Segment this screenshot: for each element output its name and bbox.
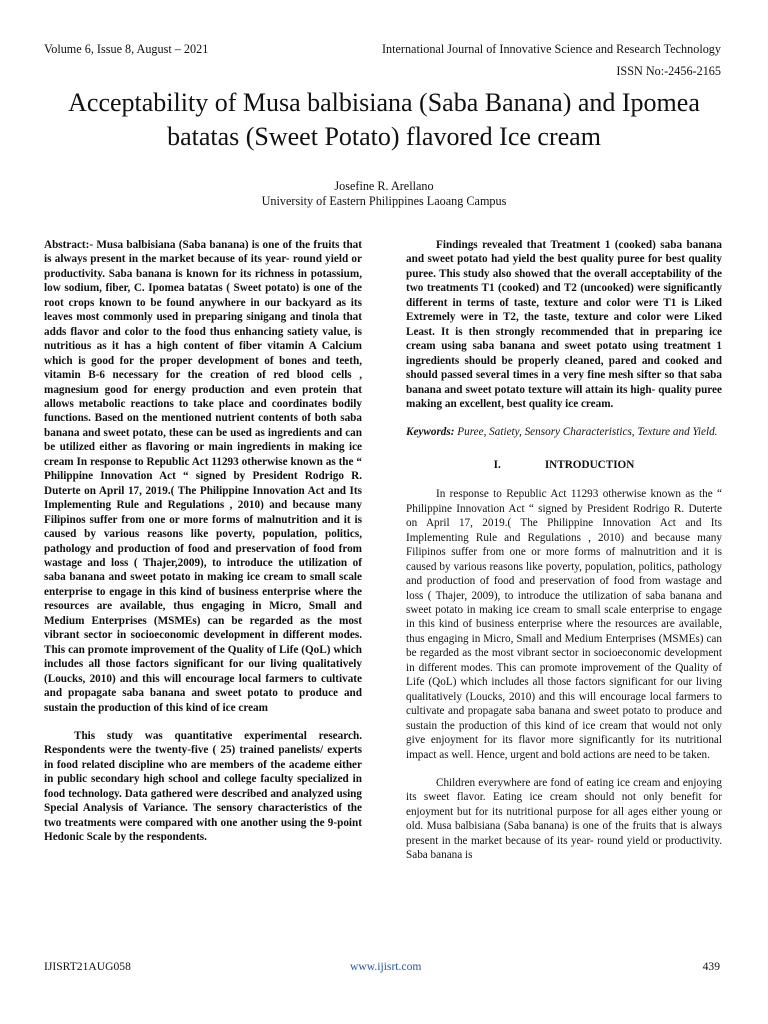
abstract-paragraph-1: Abstract:- Musa balbisiana (Saba banana) is one of the fruits that is always present in the market because of its year- round yield or productivity. Saba banana is known for its richness in potassium, low sodium, fiber, C. Ipomea batatas ( Sweet potato) is one of the root crops known to be found anywhere in our backyard as its leaves most commonly used in preparing sinigang and tinola that adds flavor and color to the food thus enhancing satiety value, is nutritious as it has a high content of fiber vitamin A Calcium which is good for the proper development of bones and teeth, vitamin B-6 necessary for the creation of red blood cells , magnesium good for energy production and even protein that allows metabolic reactions to take place and coordinates bodily functions. Based on the mentioned nutrient contents of both saba banana and sweet potato, these can be used as ingredients and can be utilized either as flavoring or main ingredients in making ice cream In response to Republic Act 11293 otherwise known as the “ Philippine Innovation Act “ signed by President Rodrigo R. Duterte on April 17, 2019.( The Philippine Innovation Act and Its Implementing Rule and Regulations , 2010) and because many Filipinos suffer from one or more forms of malnutrition and it is caused by various reasons like poverty, population, politics, pathology and production of food and preservation of food from wastage and loss ( Thajer,2009), to introduce the utilization of saba banana and sweet potato in making ice cream to small scale enterprise to engage in this kind of business enterprise where the resources are available, thus engaging in Micro, Small and Medium Enterprises (MSMEs) can be regarded as the most vibrant sector in socioeconomic development in different modes. This can promote improvement of the Quality of Life (QoL) which includes all those factors significant for our living qualitatively (Loucks, 2010) and this will encourage local farmers to cultivate and propagate saba banana and sweet potato to produce and sustain the production of this kind of ice cream	[44, 239, 362, 714]
author-block	[0, 179, 768, 208]
section-heading-introduction	[406, 458, 722, 472]
journal-name: International Journal of Innovative Science and Research Technology	[381, 42, 721, 56]
introduction-paragraph-2: Children everywhere are fond of eating ice cream and enjoying its sweet flavor. Eating ice cream should not only benefit for enjoyment but for its nutritional purpose for all ages either young or old. Musa balbisiana (Saba banana) is one of the fruits that is always present in the market because of its year- round yield or productivity. Saba banana is	[406, 776, 722, 862]
left-column	[44, 238, 362, 845]
volume-issue: Volume 6, Issue 8, August – 2021	[44, 42, 209, 56]
author-name: Josefine R. Arellano	[334, 179, 434, 193]
issn-number: ISSN No:-2456-2165	[616, 64, 721, 78]
article-code: IJISRT21AUG058	[44, 960, 131, 973]
section-title: INTRODUCTION	[544, 458, 635, 471]
abstract-paragraph-2: This study was quantitative experimental research. Respondents were the twenty-five ( 25) trained panelists/ experts in food related discipline who are members of the academe either in public secondary high school and college faculty specialized in food technology. Data gathered were described and analyzed using Special Analysis of Variance. The sensory characteristics of the two treatments were compared with one another using the 9-point Hedonic Scale by the respondents.	[44, 729, 362, 844]
keywords	[406, 425, 722, 439]
introduction-paragraph-1: In response to Republic Act 11293 otherwise known as the “ Philippine Innovation Act “ signed by President Rodrigo R. Duterte on April 17, 2019.( The Philippine Innovation Act and Its Implementing Rule and Regulations , 2010) and because many Filipinos suffer from one or more forms of malnutrition and it is caused by various reasons like poverty, population, politics, pathology and production of food and preservation of food from wastage and loss ( Thajer, 2009), to introduce the utilization of saba banana and sweet potato in making ice cream to small scale enterprise to engage in this kind of business enterprise where the resources are available, thus engaging in Micro, Small and Medium Enterprises (MSMEs) can be regarded as the most vibrant sector in socioeconomic development in different modes. This can promote improvement of the Quality of Life (QoL) which includes all those factors significant for our living qualitatively (Loucks, 2010) and this will encourage local farmers to cultivate and propagate saba banana and sweet potato to produce and sustain the production of this kind of ice cream that would not only give enjoyment for its flavor more significantly for its nutritional impact as well. Hence, urgent and bold actions are need to be taken.	[406, 488, 722, 761]
section-number: I.	[493, 458, 501, 471]
page-number: 439	[702, 960, 720, 973]
paper-title: Acceptability of Musa balbisiana (Saba Banana) and Ipomea batatas (Sweet Potato) flavored Ice cream	[68, 88, 700, 151]
keywords-label: Keywords:	[406, 426, 455, 439]
keywords-text: Puree, Satiety, Sensory Characteristics, Texture and Yield.	[457, 426, 718, 439]
journal-url-link[interactable]: www.ijisrt.com	[350, 960, 422, 973]
author-affiliation: University of Eastern Philippines Laoang Campus	[261, 193, 507, 208]
abstract-paragraph-3: Findings revealed that Treatment 1 (cooked) saba banana and sweet potato had yield the best quality puree for best quality puree. This study also showed that the overall acceptability of the two treatments T1 (cooked) and T2 (uncooked) were significantly different in terms of taste, texture and color were T1 is Liked Extremely were in T2, the taste, texture and color were Liked Least. It is then strongly recommended that in preparing ice cream using saba banana and sweet potato using treatment 1 ingredients should be properly cleaned, pared and cooked and should passed several times in a very fine mesh sifter so that saba banana and sweet potato texture will attain its high- quality puree making an excellent, best quality ice cream.	[406, 239, 722, 410]
right-column	[406, 238, 722, 863]
